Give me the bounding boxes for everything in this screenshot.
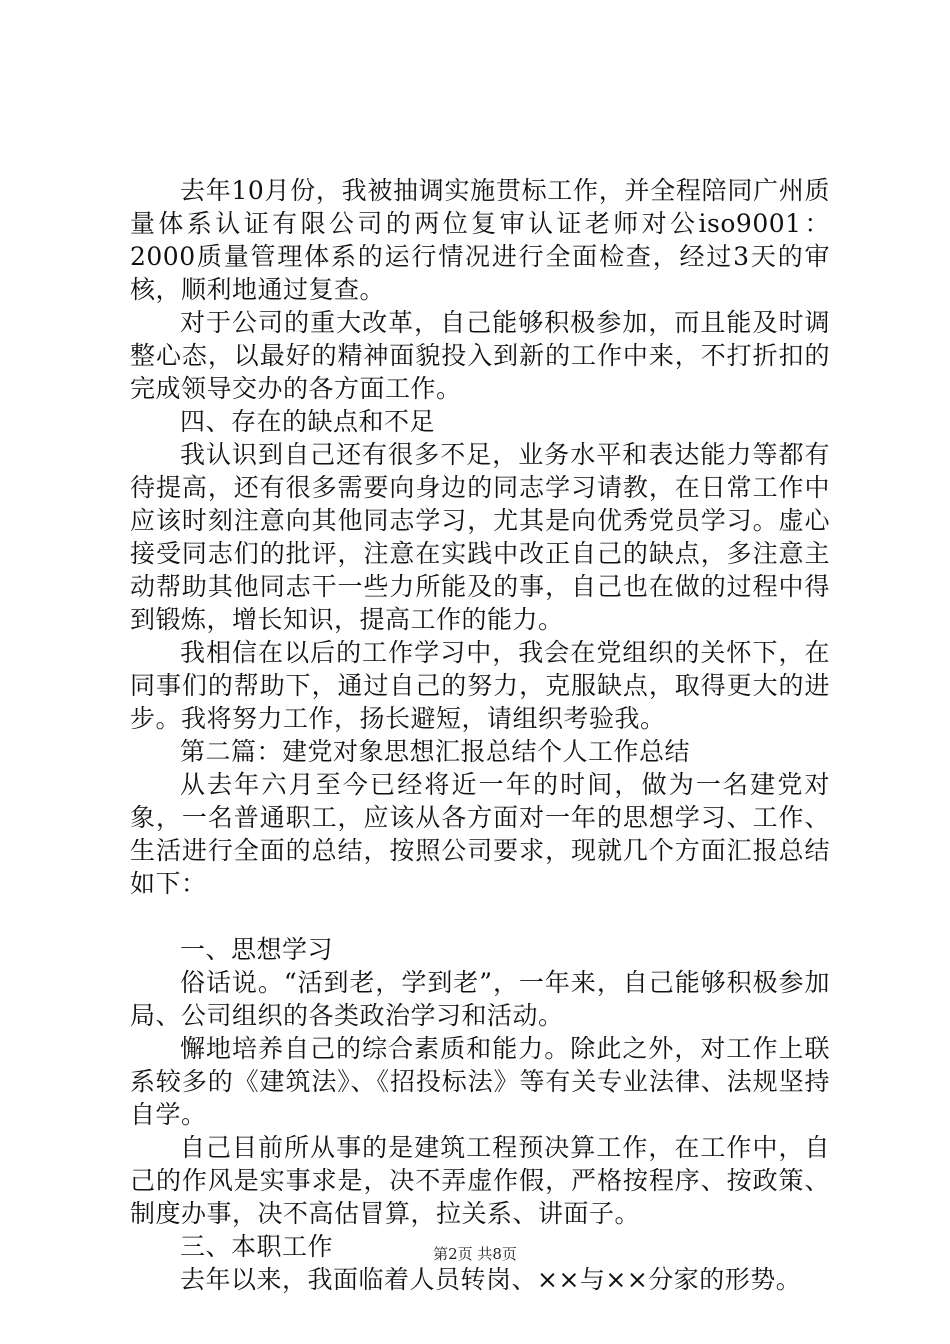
paragraph: 去年10月份，我被抽调实施贯标工作，并全程陪同广州质量体系认证有限公司的两位复审认证老师对公iso9001：2000质量管理体系的运行情况进行全面检查，经过3天的审核，顺利地通过复查。 — [130, 176, 830, 304]
article-title: 第二篇：建党对象思想汇报总结个人工作总结 — [180, 737, 691, 766]
paragraph: 俗话说。“活到老，学到老”，一年来，自己能够积极参加局、公司组织的各类政治学习和活动。 — [130, 968, 830, 1030]
page-footer — [0, 1244, 950, 1264]
paragraph: 我相信在以后的工作学习中，我会在党组织的关怀下，在同事们的帮助下，通过自己的努力，克服缺点，取得更大的进步。我将努力工作，扬长避短，请组织考验我。 — [130, 638, 830, 733]
paragraph: 去年以来，我面临着人员转岗、××与××分家的形势。 — [180, 1265, 802, 1294]
paragraph: 懈地培养自己的综合素质和能力。除此之外，对工作上联系较多的《建筑法》、《招投标法》等有关专业法律、法规坚持自学。 — [130, 1034, 830, 1129]
section-heading: 三、本职工作 — [180, 1232, 334, 1261]
paragraph: 从去年六月至今已经将近一年的时间，做为一名建党对象，一名普通职工，应该从各方面对一年的思想学习、工作、生活进行全面的总结，按照公司要求，现就几个方面汇报总结如下： — [130, 770, 830, 898]
section-heading: 四、存在的缺点和不足 — [180, 407, 436, 436]
page-number: 第2页 共8页 — [433, 1245, 517, 1263]
paragraph: 自己目前所从事的是建筑工程预决算工作，在工作中，自己的作风是实事求是，决不弄虚作假，严格按程序、按政策、制度办事，决不高估冒算，拉关系、讲面子。 — [130, 1133, 830, 1228]
document-body — [130, 174, 830, 1296]
paragraph: 对于公司的重大改革，自己能够积极参加，而且能及时调整心态，以最好的精神面貌投入到新的工作中来，不打折扣的完成领导交办的各方面工作。 — [130, 308, 830, 403]
section-heading: 一、思想学习 — [180, 935, 334, 964]
paragraph: 我认识到自己还有很多不足，业务水平和表达能力等都有待提高，还有很多需要向身边的同志学习请教，在日常工作中应该时刻注意向其他同志学习，尤其是向优秀党员学习。虚心接受同志们的批评，注意在实践中改正自己的缺点，多注意主动帮助其他同志干一些力所能及的事，自己也在做的过程中得到锻炼，增长知识，提高工作的能力。 — [130, 440, 830, 634]
blank-line — [130, 900, 830, 933]
